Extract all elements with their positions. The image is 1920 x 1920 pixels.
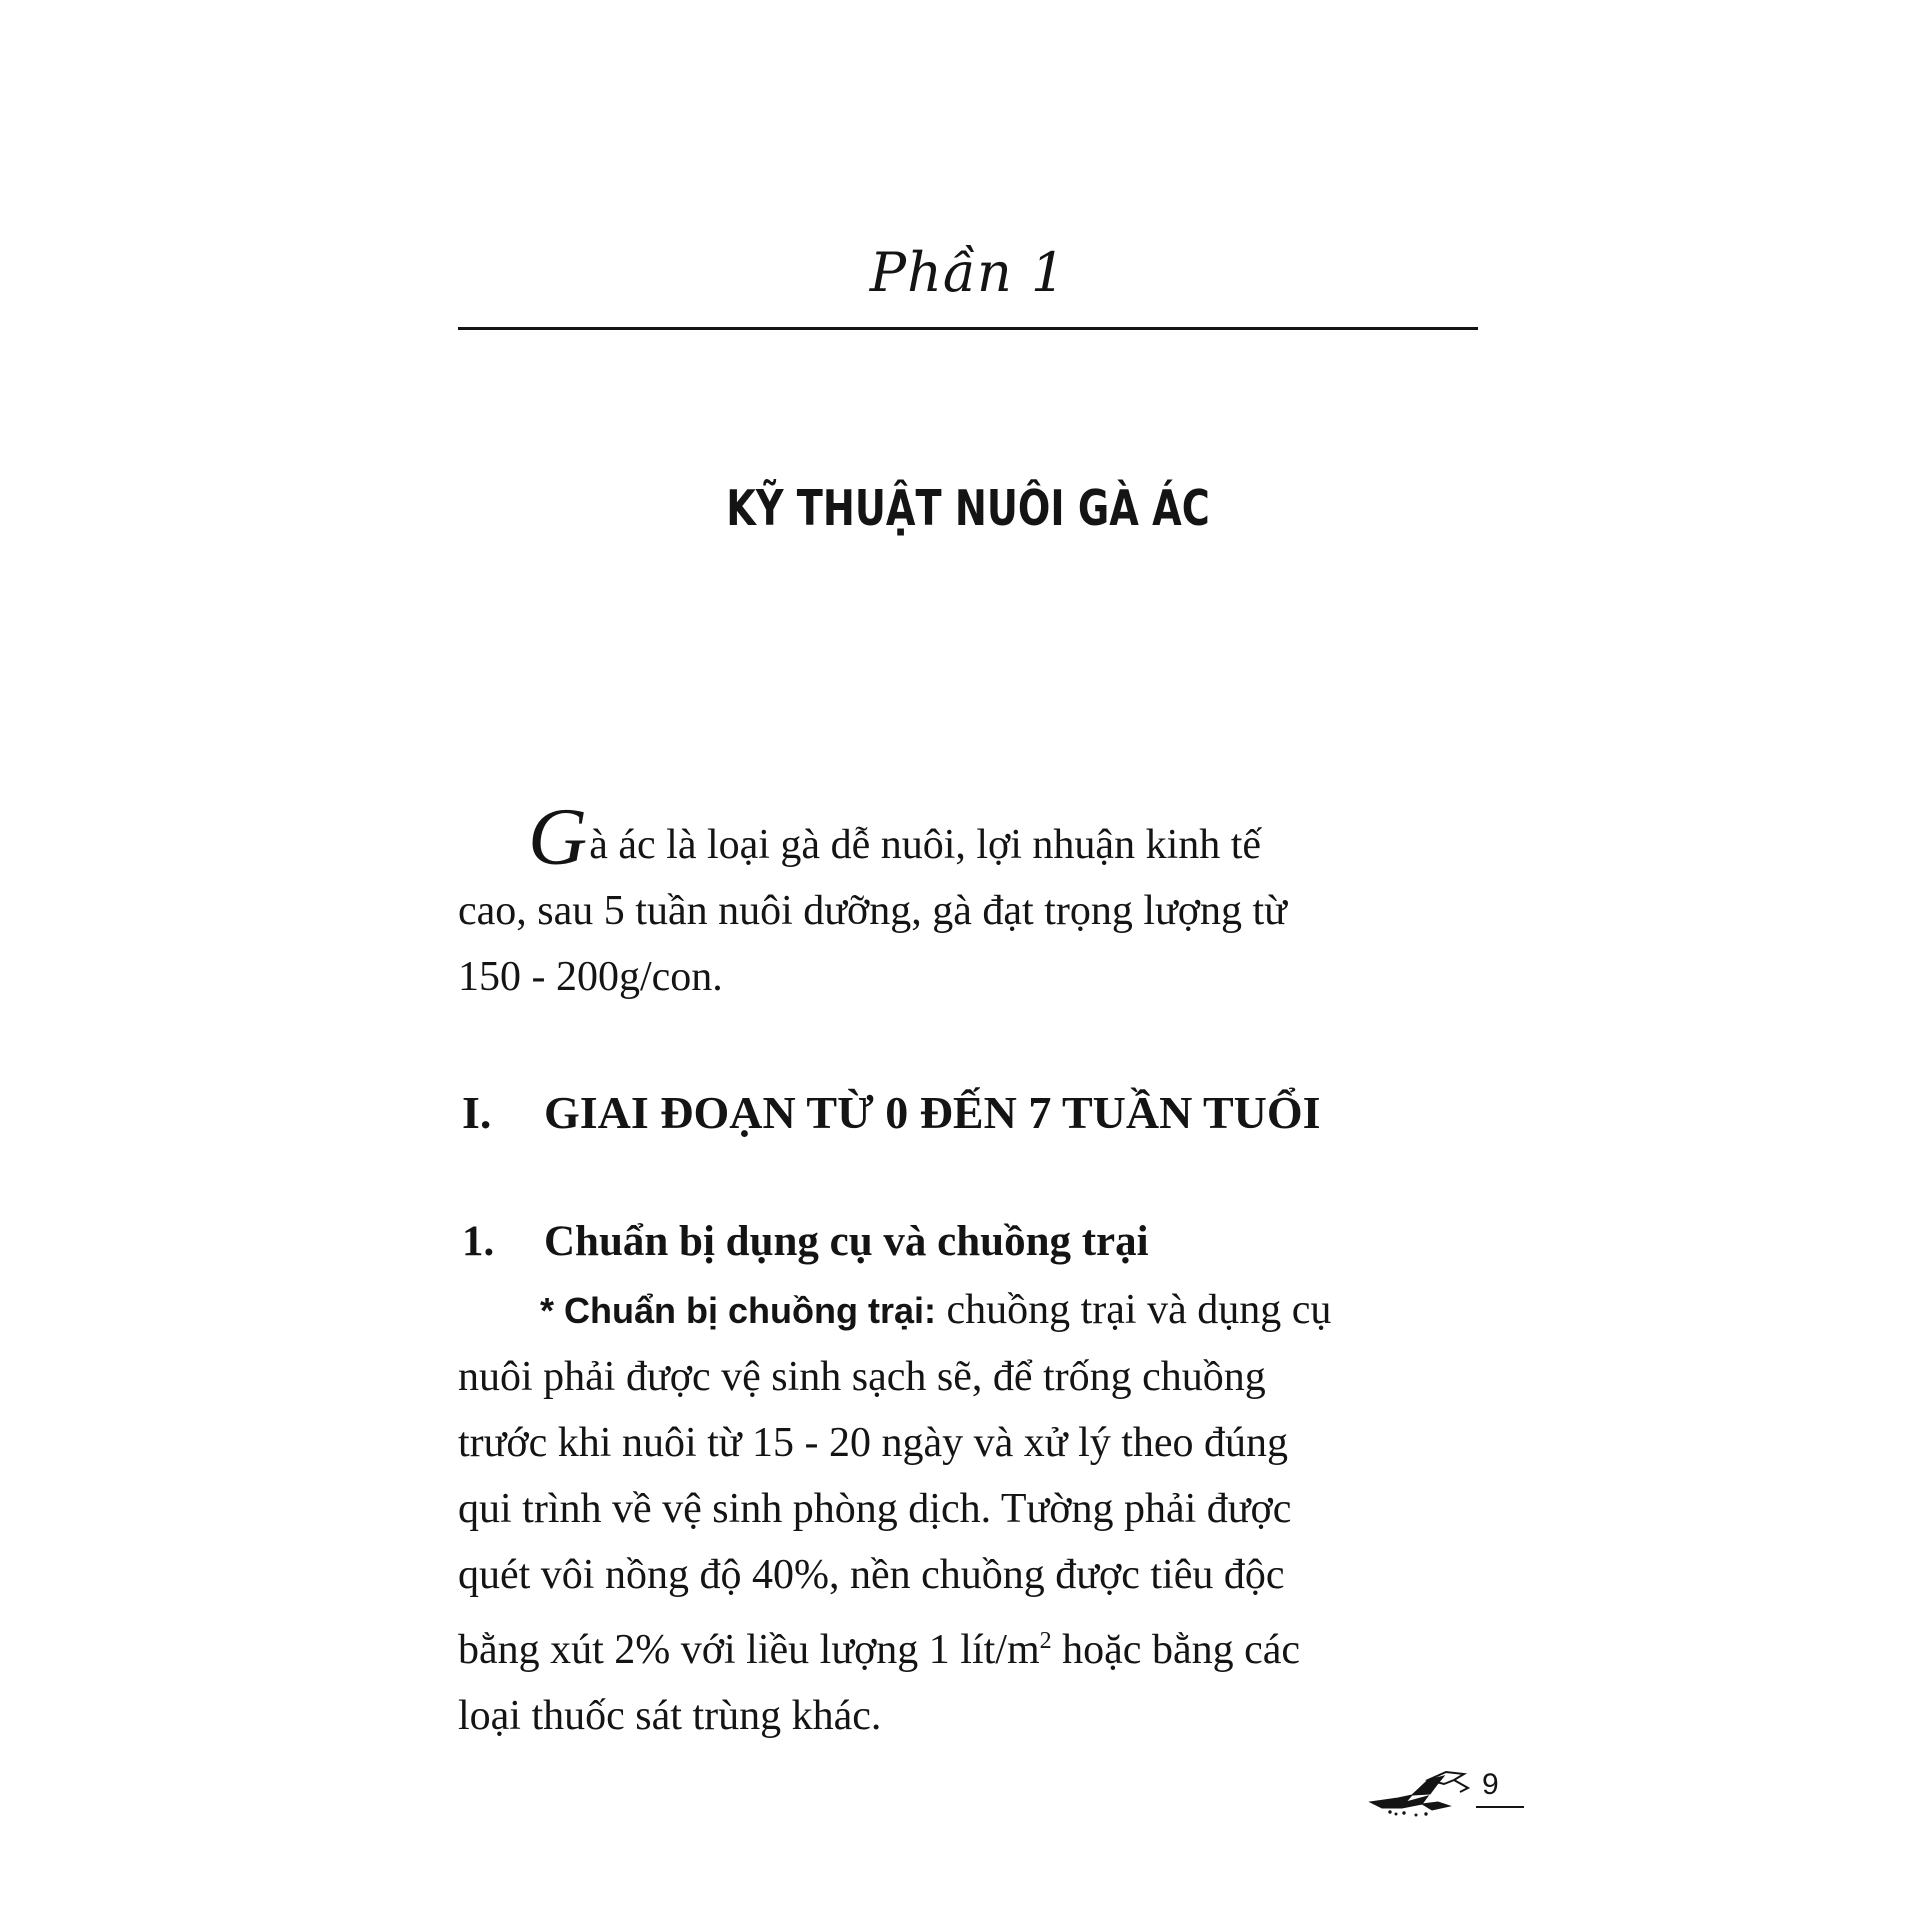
intro-line-1: Gà ác là loại gà dễ nuôi, lợi nhuận kinh tế xyxy=(528,791,1262,882)
body-line-1 xyxy=(458,1277,1478,1344)
lead-label: * Chuẩn bị chuồng trại: xyxy=(540,1290,936,1331)
page-footer xyxy=(1368,1762,1528,1822)
superscript-2: 2 xyxy=(1039,1628,1052,1654)
section-number: I. xyxy=(462,1087,492,1138)
body-line-3: trước khi nuôi từ 15 - 20 ngày và xử lý theo đúng xyxy=(458,1420,1289,1466)
body-line-6-text: bằng xút 2% với liều lượng 1 lít/m xyxy=(458,1627,1040,1673)
section-title: GIAI ĐOẠN TỪ 0 ĐẾN 7 TUẦN TUỔI xyxy=(544,1087,1321,1138)
subsection-heading xyxy=(462,1218,1149,1265)
body-line-7: loại thuốc sát trùng khác. xyxy=(458,1693,882,1739)
body-line-6-end: hoặc bằng các xyxy=(1051,1627,1301,1673)
subsection-title: Chuẩn bị dụng cụ và chuồng trại xyxy=(544,1218,1149,1265)
body-line-1-text: chuồng trại và dụng cụ xyxy=(935,1287,1332,1333)
intro-paragraph xyxy=(458,791,1478,1010)
body-line-2: nuôi phải được vệ sinh sạch sẽ, để trống chuồng xyxy=(458,1354,1266,1400)
part-title: Phần 1 xyxy=(869,241,1067,304)
flying-bird-ornament-icon xyxy=(1368,1762,1478,1818)
body-line-5: quét vôi nồng độ 40%, nền chuồng được tiêu độc xyxy=(458,1552,1285,1598)
intro-line-3: 150 - 200g/con. xyxy=(458,954,723,1000)
page-number: 9 xyxy=(1482,1768,1499,1801)
body-paragraph xyxy=(458,1277,1478,1749)
page-number-underline xyxy=(1476,1806,1524,1808)
chapter-title: KỸ THUẬT NUÔI GÀ ÁC xyxy=(726,480,1210,537)
section-heading xyxy=(462,1088,1321,1139)
body-line-4: qui trình về vệ sinh phòng dịch. Tường phải được xyxy=(458,1486,1292,1532)
subsection-number: 1. xyxy=(462,1218,495,1265)
part-title-underline xyxy=(458,327,1478,330)
intro-line-2: cao, sau 5 tuần nuôi dưỡng, gà đạt trọng lượng từ xyxy=(458,888,1287,934)
intro-line-1-text: à ác là loại gà dễ nuôi, lợi nhuận kinh tế xyxy=(589,822,1262,868)
body-line-6 xyxy=(458,1608,1478,1683)
